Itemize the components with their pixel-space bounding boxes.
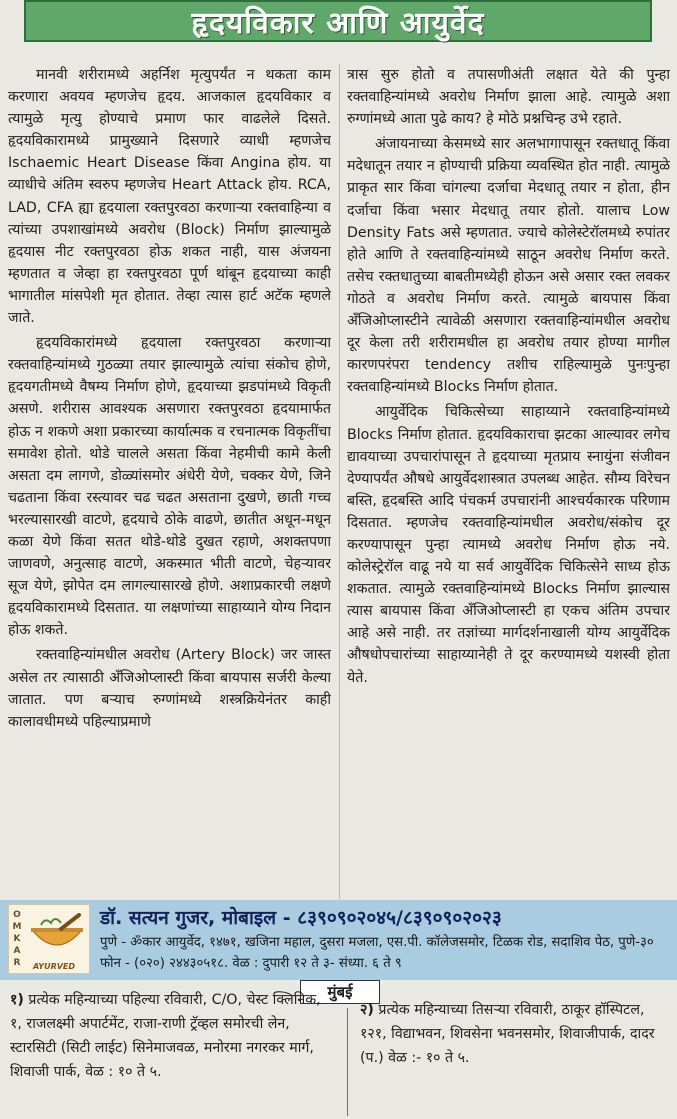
omkar-ayurved-logo <box>8 904 90 974</box>
column-divider <box>339 64 340 899</box>
clinic-2-text: प्रत्येक महिन्याच्या तिसऱ्या रविवारी, ठाकूर हॉस्पिटल, १२१, विद्याभवन, शिवसेना भवनसमोर, शिवाजीपार्क, दादर (प.) वेळ :- १० ते ५. <box>360 1002 655 1066</box>
pune-address: पुणे - ॐकार आयुर्वेद, १४७१, खजिना महाल, दुसरा मजला, एस.पी. कॉलेजसमोर, टिळक रोड, सदाशिव पेठ, पुणे-३० फोन - (०२०) २४४३०५१८. वेळ : दुपारी १२ ते ३- संध्या. ६ ते ९ <box>100 935 654 971</box>
article-body <box>8 64 669 899</box>
clinic-1-number: १) <box>10 992 24 1008</box>
clinic-locations <box>0 984 677 1119</box>
clinic-2-number: २) <box>360 1002 374 1018</box>
clinic-1-text: प्रत्येक महिन्याच्या पहिल्या रविवारी, C/O, चेस्ट क्लिनिक, १, राजलक्ष्मी अपार्टमेंट, राजा-राणी ट्रॅव्हल समोरची लेन, स्टारसिटी (सिटी लाईट) सिनेमाजवळ, मनोरमा नगरकर मार्ग, शिवाजी पार्क, वेळ : १० ते ५. <box>10 992 321 1080</box>
clinic-2 <box>360 998 660 1070</box>
doctor-contact: डॉ. सत्यन गुजर, मोबाइल - ८३९०९०२०४५/८३९०९०२०२३ <box>100 907 502 929</box>
mortar-pestle-icon <box>27 913 87 957</box>
clinic-divider <box>347 1008 348 1116</box>
right-column <box>347 64 670 899</box>
clinic-1 <box>10 988 332 1084</box>
paragraph: त्रास सुरु होतो व तपासणीअंती लक्षात येते की पुन्हा रक्तवाहिन्यांमध्ये अवरोध निर्माण झाला आहे. त्यामुळे अशा रुग्णांमध्ये आता पुढे काय? हे मोठे प्रश्नचिन्ह उभे रहाते. <box>347 67 670 128</box>
paragraph: हृदयविकारांमध्ये हृदयाला रक्तपुरवठा करणाऱ्या रक्तवाहिन्यांमध्ये गुठळ्या तयार झाल्यामुळे त्यांचा संकोच होणे, हृदयगतीमध्ये वैषम्य निर्माण होणे, हृदयाच्या झडपांमध्ये विकृती असणे. शरीरास आवश्यक असणारा रक्तपुरवठा हृदयामार्फत होऊ न शकणे अशा प्रकारच्या कार्यात्मक व रचनात्मक विकृतींचा समावेश होतो. थोडे चालले असता किंवा नेहमीची कामे केली असता दम लागणे, डोळ्यांसमोर अंधेरी येणे, चक्कर येणे, जिने चढताना किंवा रस्त्यावर चढ चढत असताना दुखणे, छाती गच्च भरल्यासारखी वाटणे, हृदयाचे ठोके वाढणे, छातीत अधून-मधून कळा येणे किंवा सतत थोडे-थोडे दुखत रहाणे, अशक्तपणा जाणवणे, अनुत्साह वाटणे, अकस्मात भीती वाटणे, चेहऱ्यावर सूज येणे, झोपेत दम लागल्यासारखे होणे. अशाप्रकारची लक्षणे हृदयविकारामध्ये दिसतात. या लक्षणांच्या साहाय्याने योग्य निदान होऊ शकते. <box>8 335 331 639</box>
contact-box <box>0 900 677 980</box>
mumbai-label: मुंबई <box>300 980 380 1004</box>
logo-word: AYURVED <box>33 962 76 971</box>
left-column <box>8 64 331 899</box>
paragraph: अंजायनाच्या केसमध्ये सार अलभागापासून रक्तधातू किंवा मदेधातून तयार न होण्याची प्रक्रिया व्यवस्थित होत नाही. त्यामुळे प्राकृत सार किंवा चांगल्या दर्जाचा मेदधातू तयार न होता, हीन दर्जाचा किंवा भसार मेदधातू तयार होतो. यालाच Low Density Fats असे म्हणतात. ज्याचे कोलेस्टेरॉलमध्ये रुपांतर होते आणि ते रक्तवाहिन्यांमध्ये साठून अवरोध निर्माण करते. तसेच रक्तधातुच्या बाबतीमध्येही होऊन असे असार रक्त लवकर गोठते व अवरोध निर्माण करते. त्यामुळे बायपास किंवा अँजिओप्लास्टीने त्यावेळी असणारा रक्तवाहिन्यांमधील अवरोध दूर केला तरी शरीरामधील हा अवरोध तयार होण्या मागील कारणपरंपरा tendency तशीच राहिल्यामुळे पुनःपुन्हा रक्तवाहिन्यांमध्ये Blocks निर्माण होतात. <box>347 136 670 396</box>
paragraph: मानवी शरीरामध्ये अहर्निश मृत्युपर्यंत न थकता काम करणारा अवयव म्हणजेच हृदय. आजकाल हृदयविकार व त्यामुळे मृत्यु होण्याचे प्रमाण फार वाढलेले दिसते. हृदयविकारामध्ये प्रामुख्याने दिसणारे व्याधी म्हणजेच Ischaemic Heart Disease किंवा Angina होय. या व्याधीचे अंतिम स्वरुप म्हणजेच Heart Attack होय. RCA, LAD, CFA ह्या हृदयाला रक्तपुरवठा करणाऱ्या रक्तवाहिन्या व त्यांच्या उपशाखांमध्ये अवरोध (Block) निर्माण झाल्यामुळे हृदयास नीट रक्तपुरवठा होऊ शकत नाही, यास अंजयना म्हणतात व जेव्हा हा रक्तपुरवठा पूर्ण थांबून हृदयाच्या काही भागातील मांसपेशी मृत होतात. तेव्हा त्यास हार्ट अटॅक म्हणले जाते. <box>8 67 331 327</box>
paragraph: आयुर्वेदिक चिकित्सेच्या साहाय्याने रक्तवाहिन्यांमध्ये Blocks निर्माण होतात. हृदयविकाराचा झटका आल्यावर लगेच द्यावयाच्या उपचारांपासून ते हृदयाच्या मृतप्राय स्नायुंना संजीवन देण्यापर्यंत औषधे आयुर्वेदशास्त्रात उपलब्ध आहेत. सौम्य विरेचन बस्ति, हृदबस्ति आदि पंचकर्म उपचारांनी आश्चर्यकारक परिणाम दिसतात. म्हणजेच रक्तवाहिन्यांमधील अवरोध/संकोच दूर करण्यापासून पुन्हा त्यामध्ये अवरोध निर्माण होऊ नये. कोलेस्ट्रेरॉल वाढू नये या सर्व आयुर्वेदिक चिकित्सेने साध्य होऊ शकतात. त्यामुळे रक्तवाहिन्यांमध्ये Blocks निर्माण झाल्यास त्यास बायपास किंवा अँजिओप्लास्टी हा एकच अंतिम उपचार आहे असे नाही. तर तज्ञांच्या मार्गदर्शनाखाली योग्य आयुर्वेदिक औषधोपचारांच्या साहाय्यानेही ते दूर करण्यामध्ये यशस्वी होता येते. <box>347 404 670 686</box>
article-title: हृदयविकार आणि आयुर्वेद <box>191 5 485 41</box>
paragraph: रक्तवाहिन्यांमधील अवरोध (Artery Block) जर जास्त असेल तर त्यासाठी अँजिओप्लास्टी किंवा बायपास सर्जरी केल्या जातात. पण बऱ्याच रुग्णांमध्ये शस्त्रक्रियेनंतर काही कालावधीमध्ये पहिल्याप्रमाणे <box>8 647 331 730</box>
logo-letters: O M K A R <box>12 910 22 968</box>
article-title-banner <box>24 0 652 42</box>
